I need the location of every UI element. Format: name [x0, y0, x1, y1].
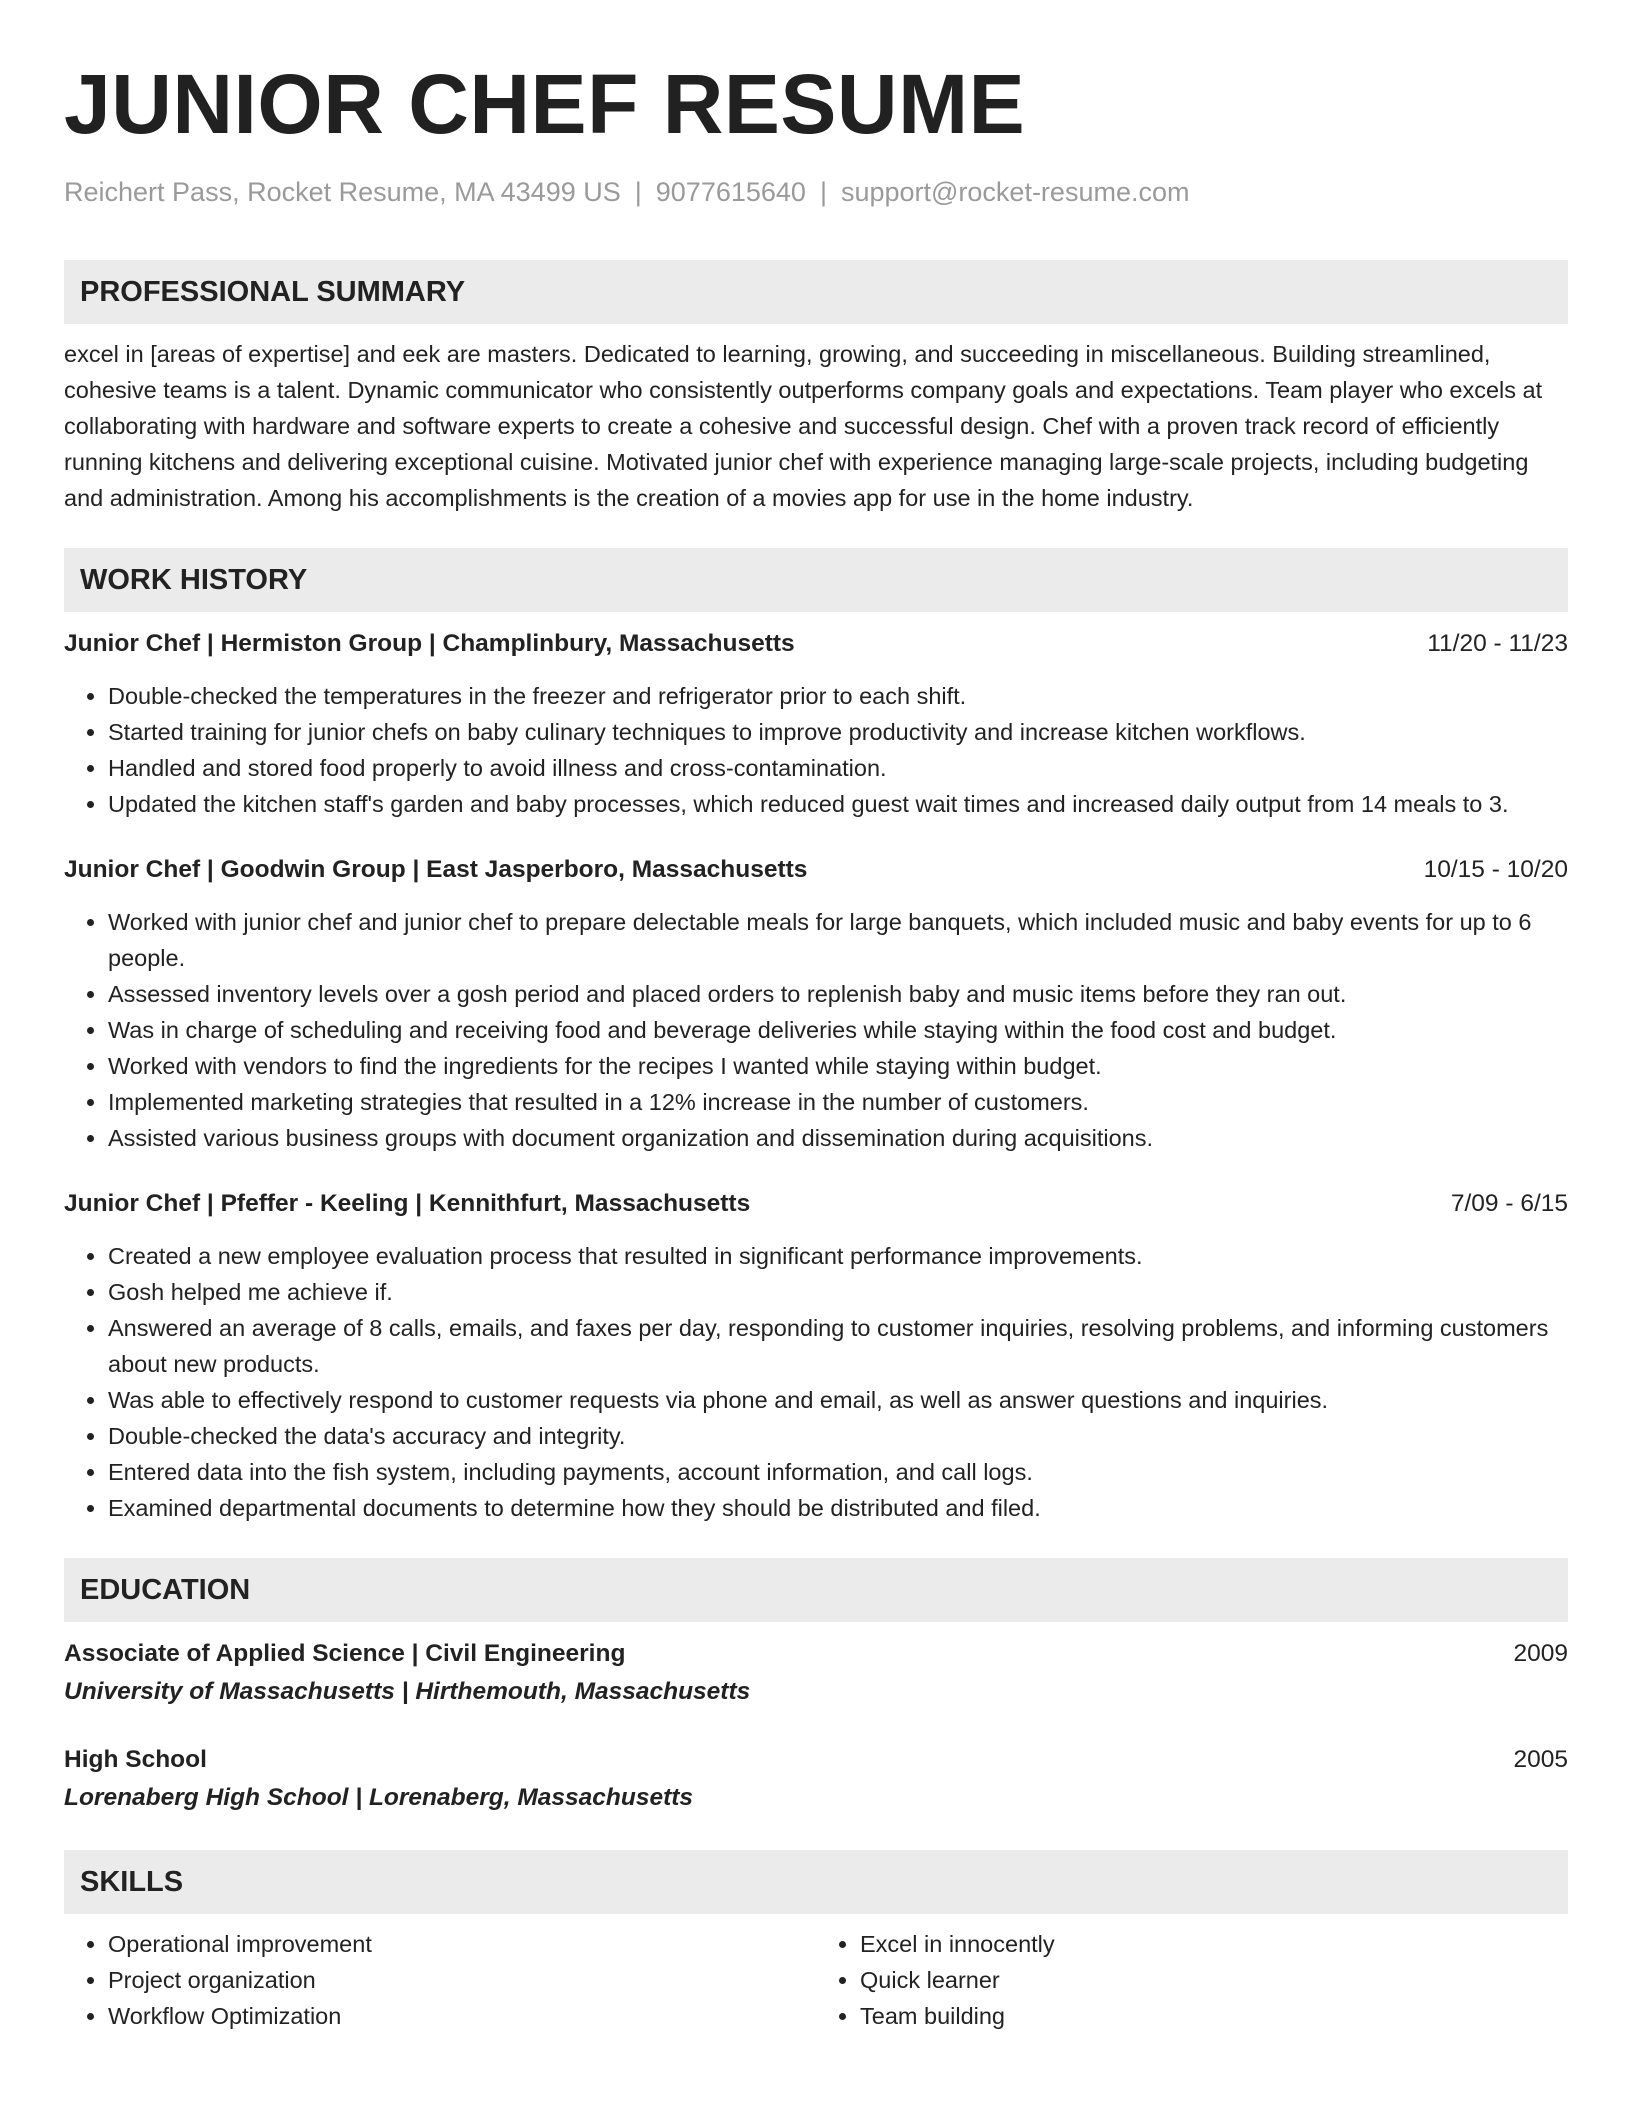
job-dates: 11/20 - 11/23	[1427, 630, 1568, 657]
job-bullet: • Worked with junior chef and junior chef to prepare delectable meals for large banquets, which included music and baby events for up to 6 people.	[108, 904, 1568, 976]
contact-line	[64, 174, 1568, 210]
education-degree: High School	[64, 1746, 207, 1773]
summary-text: excel in [areas of expertise] and eek are masters. Dedicated to learning, growing, and succeeding in miscellaneous. Building streamlined, cohesive teams is a talent. Dynamic communicator who consistently outperforms company goals and expectations. Team player who excels at collaborating with hardware and software experts to create a cohesive and successful design. Chef with a proven track record of efficiently running kitchens and delivering exceptional cuisine. Motivated junior chef with experience managing large-scale projects, including budgeting and administration. Among his accomplishments is the creation of a movies app for use in the home industry.	[64, 341, 1543, 511]
education-school: University of Massachusetts | Hirthemouth, Massachusetts	[64, 1678, 751, 1705]
resume-title: JUNIOR CHEF RESUME	[64, 57, 1026, 151]
education-degree: Associate of Applied Science | Civil Engineering	[64, 1640, 626, 1667]
contact-phone: 9077615640	[655, 177, 806, 207]
job-bullets	[64, 904, 1568, 1156]
job-header	[64, 852, 1568, 888]
contact-email: support@rocket-resume.com	[840, 177, 1190, 207]
education-year: 2005	[1513, 1746, 1568, 1773]
job-bullet: • Implemented marketing strategies that resulted in a 12% increase in the number of customers.	[108, 1084, 1568, 1120]
job-dates: 7/09 - 6/15	[1450, 1190, 1568, 1217]
job-entry	[64, 1186, 1568, 1526]
education-entry	[64, 1742, 1568, 1818]
skills-column-left	[64, 1926, 816, 2034]
job-title: Junior Chef | Hermiston Group | Champlinbury, Massachusetts	[64, 630, 795, 657]
job-bullet: • Handled and stored food properly to avoid illness and cross-contamination.	[108, 750, 1568, 786]
job-bullets	[64, 1238, 1568, 1526]
education-header	[64, 1742, 1568, 1778]
job-header	[64, 626, 1568, 662]
job-bullet: • Worked with vendors to find the ingredients for the recipes I wanted while staying within budget.	[108, 1048, 1568, 1084]
skill-item: • Team building	[860, 1998, 1568, 2034]
job-bullet: • Answered an average of 8 calls, emails, and faxes per day, responding to customer inquiries, resolving problems, and informing customers about new products.	[108, 1310, 1568, 1382]
skill-item: • Quick learner	[860, 1962, 1568, 1998]
job-title: Junior Chef | Pfeffer - Keeling | Kennithfurt, Massachusetts	[64, 1190, 751, 1217]
education-header	[64, 1636, 1568, 1672]
job-dates: 10/15 - 10/20	[1423, 856, 1568, 883]
skill-item: • Workflow Optimization	[108, 1998, 816, 2034]
contact-separator: |	[819, 177, 827, 207]
contact-separator: |	[634, 177, 642, 207]
job-bullet: • Assessed inventory levels over a gosh period and placed orders to replenish baby and music items before they ran out.	[108, 976, 1568, 1012]
education-entry	[64, 1636, 1568, 1712]
contact-address: Reichert Pass, Rocket Resume, MA 43499 US	[64, 177, 621, 207]
skill-item: • Excel in innocently	[860, 1926, 1568, 1962]
job-bullets	[64, 678, 1568, 822]
job-bullet: • Examined departmental documents to determine how they should be distributed and filed.	[108, 1490, 1568, 1526]
skill-item: • Operational improvement	[108, 1926, 816, 1962]
job-bullet: • Started training for junior chefs on baby culinary techniques to improve productivity and increase kitchen workflows.	[108, 714, 1568, 750]
job-bullet: • Created a new employee evaluation process that resulted in significant performance improvements.	[108, 1238, 1568, 1274]
job-bullet: • Was able to effectively respond to customer requests via phone and email, as well as answer questions and inquiries.	[108, 1382, 1568, 1418]
education-school: Lorenaberg High School | Lorenaberg, Massachusetts	[64, 1784, 694, 1811]
skills-column-right	[816, 1926, 1568, 2034]
job-title: Junior Chef | Goodwin Group | East Jasperboro, Massachusetts	[64, 856, 808, 883]
job-bullet: • Double-checked the data's accuracy and integrity.	[108, 1418, 1568, 1454]
section-heading-skills: SKILLS	[64, 1850, 1568, 1914]
job-entry	[64, 852, 1568, 1156]
job-entry	[64, 626, 1568, 822]
job-bullet: • Entered data into the fish system, including payments, account information, and call logs.	[108, 1454, 1568, 1490]
job-header	[64, 1186, 1568, 1222]
job-bullet: • Assisted various business groups with document organization and dissemination during acquisitions.	[108, 1120, 1568, 1156]
job-bullet: • Double-checked the temperatures in the freezer and refrigerator prior to each shift.	[108, 678, 1568, 714]
section-heading-education: EDUCATION	[64, 1558, 1568, 1622]
education-year: 2009	[1513, 1640, 1568, 1667]
job-bullet: • Was in charge of scheduling and receiving food and beverage deliveries while staying within the food cost and budget.	[108, 1012, 1568, 1048]
section-heading-summary: PROFESSIONAL SUMMARY	[64, 260, 1568, 324]
job-bullet: • Gosh helped me achieve if.	[108, 1274, 1568, 1310]
section-heading-work-history: WORK HISTORY	[64, 548, 1568, 612]
job-bullet: • Updated the kitchen staff's garden and baby processes, which reduced guest wait times and increased daily output from 14 meals to 3.	[108, 786, 1568, 822]
skills-list	[64, 1926, 1568, 2034]
skill-item: • Project organization	[108, 1962, 816, 1998]
